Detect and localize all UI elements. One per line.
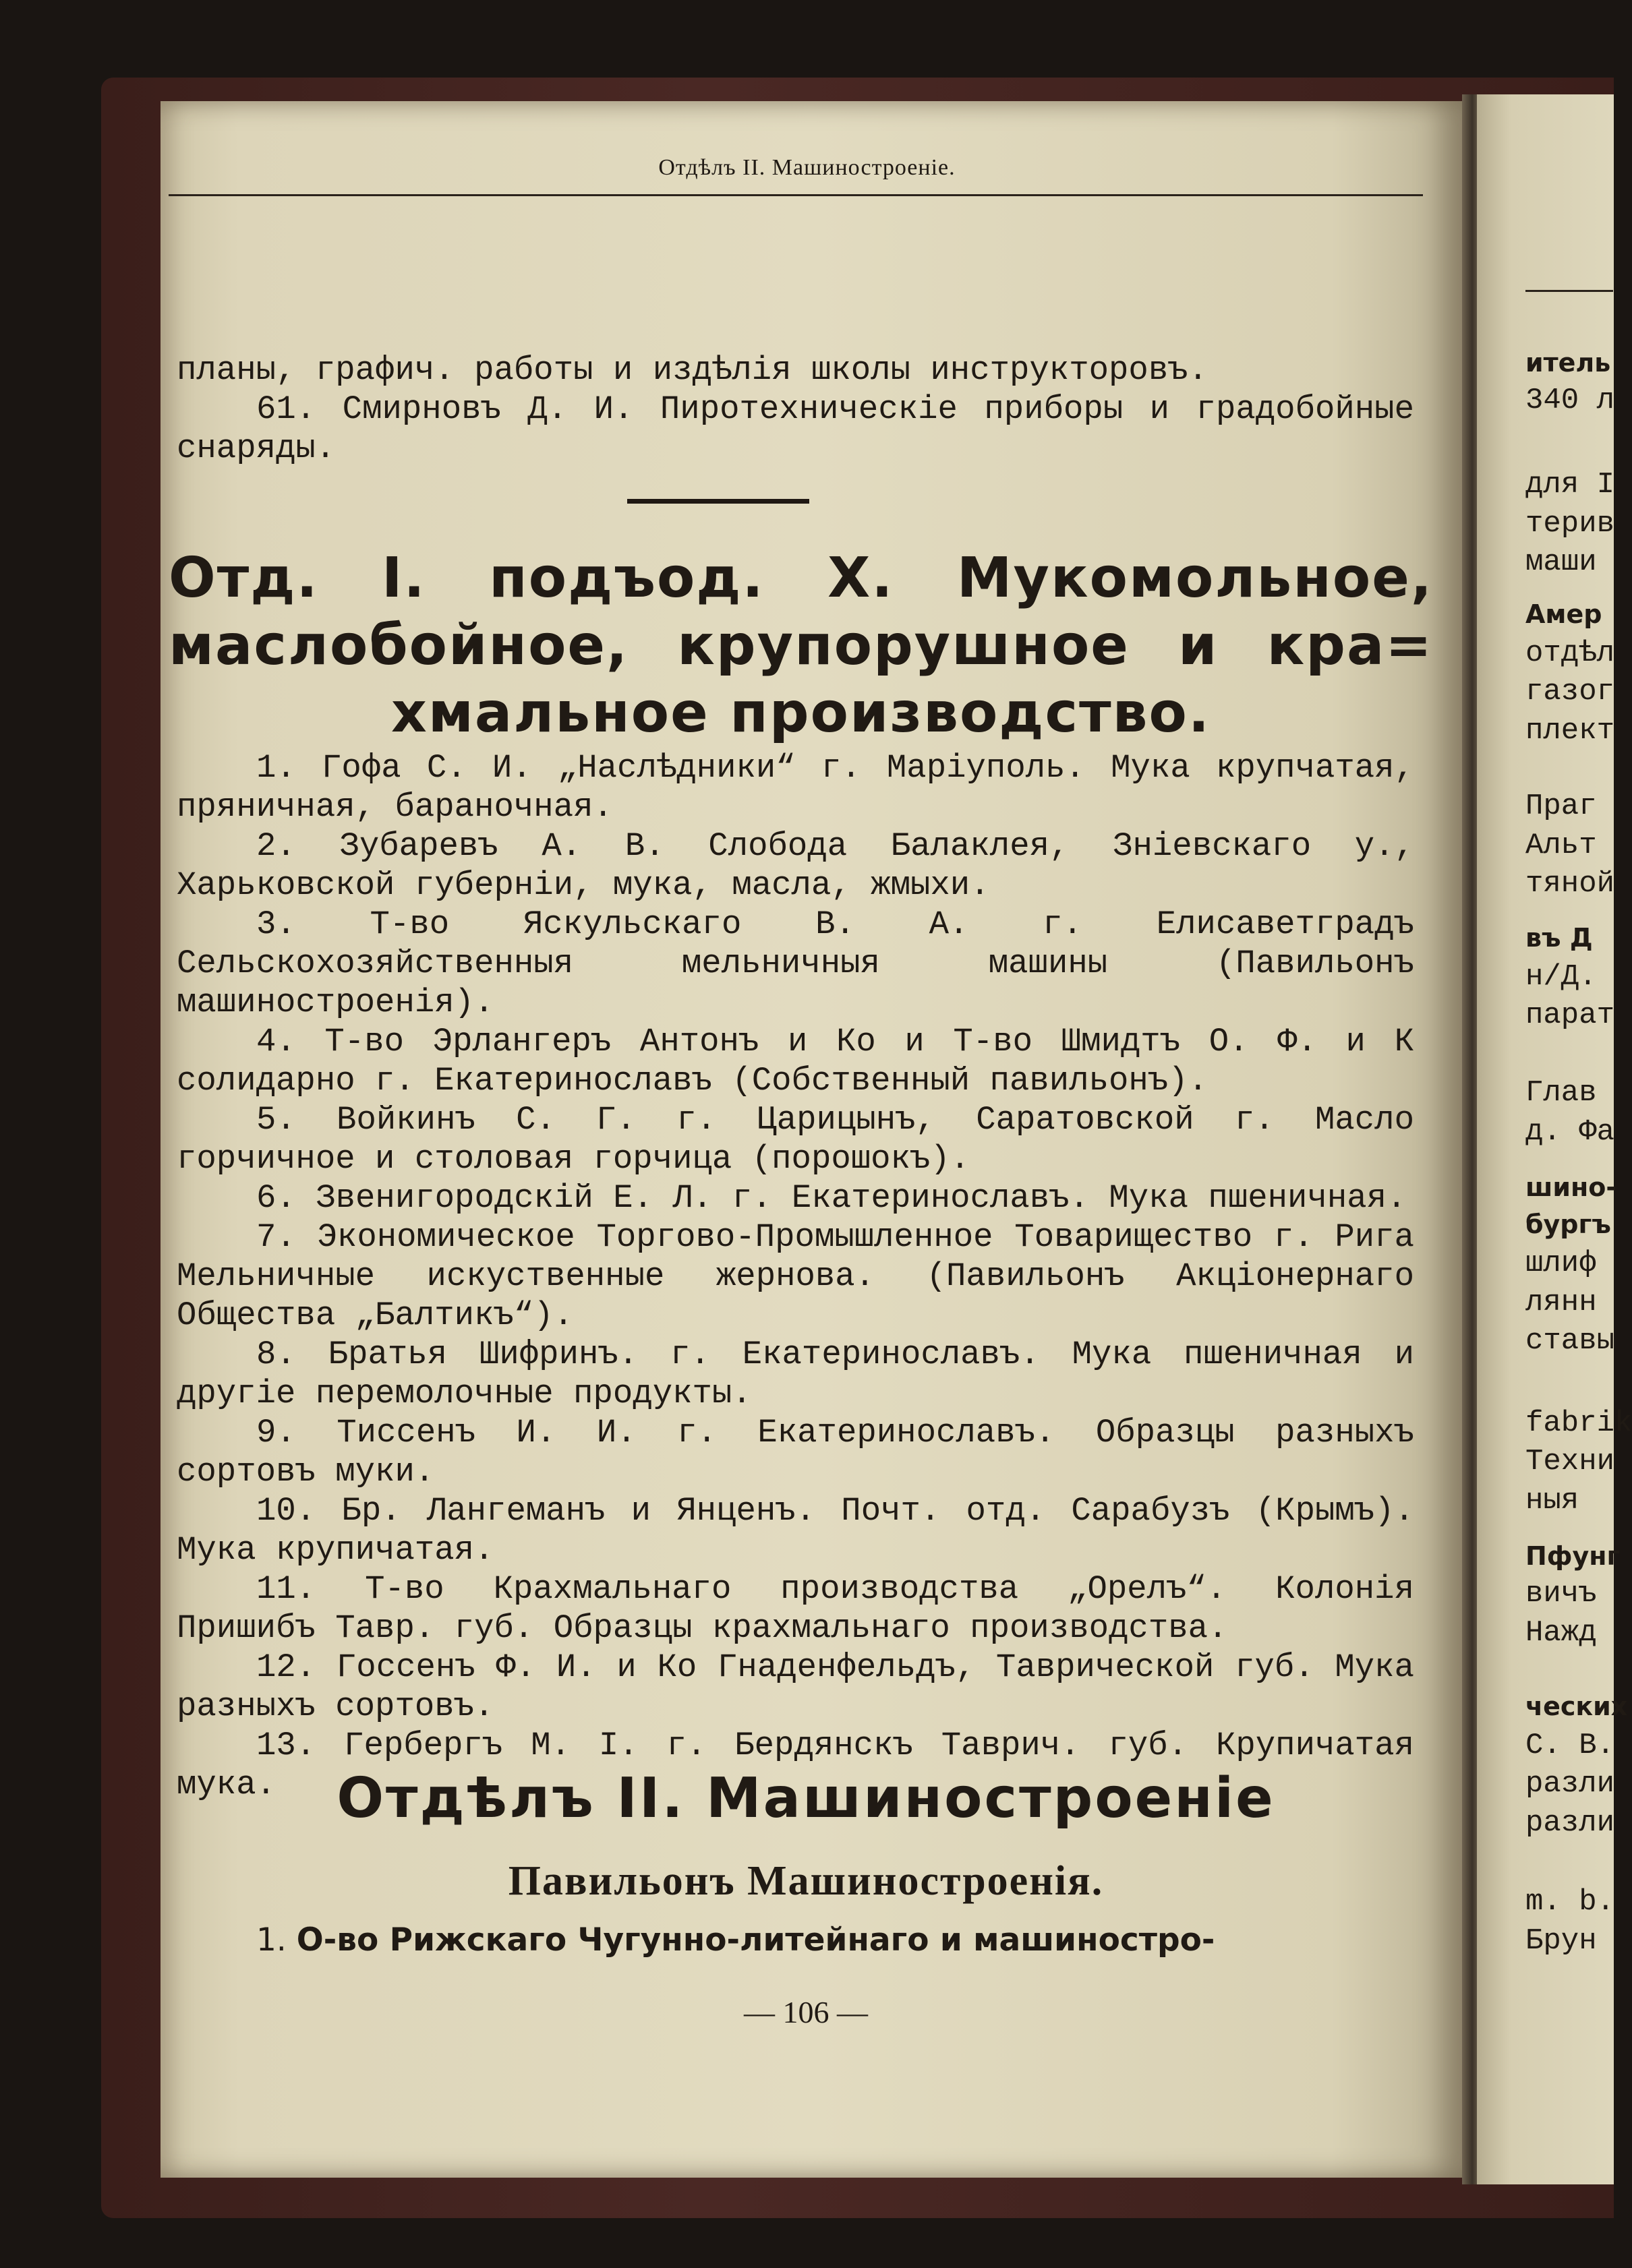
right-page-fragment: fabrik [1525,1406,1632,1440]
right-page-fragment: тяной [1525,867,1615,901]
entry-continuation: планы, графич. работы и издѣлія школы инструкторовъ. [177,351,1208,389]
right-page-fragment: Глав [1525,1076,1597,1110]
right-page-fragment: Техни [1525,1445,1615,1479]
section-title [169,545,1433,747]
right-page-fragment: разли [1525,1767,1615,1801]
entry-4: 4. Т-во Эрлангеръ Антонъ и Ко и Т-во Шмидтъ О. Ф. и К солидарно г. Екатеринославъ (Собственный павильонъ). [177,1023,1414,1100]
right-page-fragment: С. В. [1525,1729,1615,1762]
header-rule [169,194,1423,196]
right-page-fragment: разли [1525,1806,1615,1840]
right-page-fragment: плект [1525,714,1615,748]
right-page-fragment: m. b. [1525,1885,1615,1919]
right-page-fragment: бургъ [1525,1210,1611,1239]
entry-12: 12. Госсенъ Ф. И. и Ко Гнаденфельдъ, Таврической губ. Мука разныхъ сортовъ. [177,1648,1414,1725]
entry-13: 13. Гербергъ М. I. г. Бердянскъ Таврич. губ. Крупичатая мука. [177,1727,1414,1803]
entry-10: 10. Бр. Лангеманъ и Янценъ. Почт. отд. Сарабузъ (Крымъ). Мука крупичатая. [177,1492,1414,1569]
running-head: Отдѣлъ II. Машиностроеніе. [658,155,956,180]
right-page-fragment: шино- [1525,1172,1617,1202]
entry-61: 61. Смирновъ Д. И. Пиротехническіе приборы и градобойные снаряды. [177,390,1414,467]
entry-5: 5. Войкинъ С. Г. г. Царицынъ, Саратовской г. Масло горчичное и столовая горчица (порошокъ). [177,1101,1414,1178]
pavilion-title: Павильонъ Машиностроенія. [508,1858,1104,1904]
right-page-fragment: д. Фа [1525,1115,1615,1149]
right-header-rule [1525,290,1613,292]
entry-7: 7. Экономическое Торгово-Промышленное Товарищество г. Рига Мельничные искуственные жернова. (Павильонъ Акціонернаго Общества „Балтикъ“). [177,1218,1414,1334]
right-page-fragment: итель [1525,348,1611,378]
right-page-fragment: парат [1525,998,1615,1032]
right-page-fragment: для I [1525,468,1615,502]
section-title-line-2: маслобойное, крупорушное и кра= [169,614,1433,678]
entry-9: 9. Тиссенъ И. И. г. Екатеринославъ. Образцы разныхъ сортовъ муки. [177,1414,1414,1491]
bottom-entry-number: 1. [256,1921,287,1959]
top-entries [177,351,1414,468]
entries-list [177,748,1414,1804]
right-page-fragment: въ Д [1525,923,1593,953]
entry-2: 2. Зубаревъ А. В. Слобода Балаклея, Зніевскаго у., Харьковской губерніи, мука, масла, жмыхи. [177,827,1414,904]
right-page-fragment: ныя [1525,1484,1579,1518]
right-page-fragment: Амер [1525,599,1602,629]
right-page-fragment: Брун [1525,1924,1597,1958]
section-title-line-1: Отд. I. подъод. X. Мукомольное, [169,546,1433,610]
right-page-fragment: отдѣл [1525,636,1615,670]
section-divider [627,499,809,504]
right-page-fragment: Праг [1525,789,1597,823]
right-page-fragment: Нажд [1525,1616,1597,1650]
right-page-fragment: Пфунг [1525,1541,1621,1571]
right-page-fragment: ставы [1525,1324,1615,1358]
right-page-fragment: лянн [1525,1286,1597,1319]
bottom-entry [177,1920,1414,1961]
entry-3: 3. Т-во Яскульскаго В. А. г. Елисаветградъ Сельскохозяйственныя мельничныя машины (Павильонъ машиностроенія). [177,905,1414,1021]
right-page-fragment: 340 л [1525,384,1615,417]
right-page-fragment: н/Д. [1525,960,1597,994]
right-page-fragment: вичъ [1525,1577,1597,1611]
section-title-line-3: хмальное производство. [390,681,1211,745]
right-page-fragment: шлиф [1525,1247,1597,1280]
page-number: — 106 — [744,1995,868,2029]
entry-1: 1. Гофа С. И. „Наслѣдники“ г. Маріуполь. Мука крупчатая, пряничная, бараночная. [177,749,1414,826]
right-page-fragment: газог [1525,675,1615,709]
entry-11: 11. Т-во Крахмальнаго производства „Орелъ“. Колонія Пришибъ Тавр. губ. Образцы крахмальнаго производства. [177,1570,1414,1647]
right-page-fragment: маши [1525,545,1597,579]
right-page-fragment: терив [1525,507,1615,541]
entry-8: 8. Братья Шифринъ. г. Екатеринославъ. Мука пшеничная и другіе перемолочные продукты. [177,1336,1414,1412]
department-title: Отдѣлъ II. Машиностроеніе [337,1766,1275,1830]
bottom-entry-text: О-во Рижскаго Чугунно-литейнаго и машиностро- [296,1921,1215,1959]
right-page-fragment: ческих [1525,1692,1628,1721]
entry-6: 6. Звенигородскій Е. Л. г. Екатеринославъ. Мука пшеничная. [256,1179,1407,1217]
right-page-fragment: Альт [1525,829,1597,862]
